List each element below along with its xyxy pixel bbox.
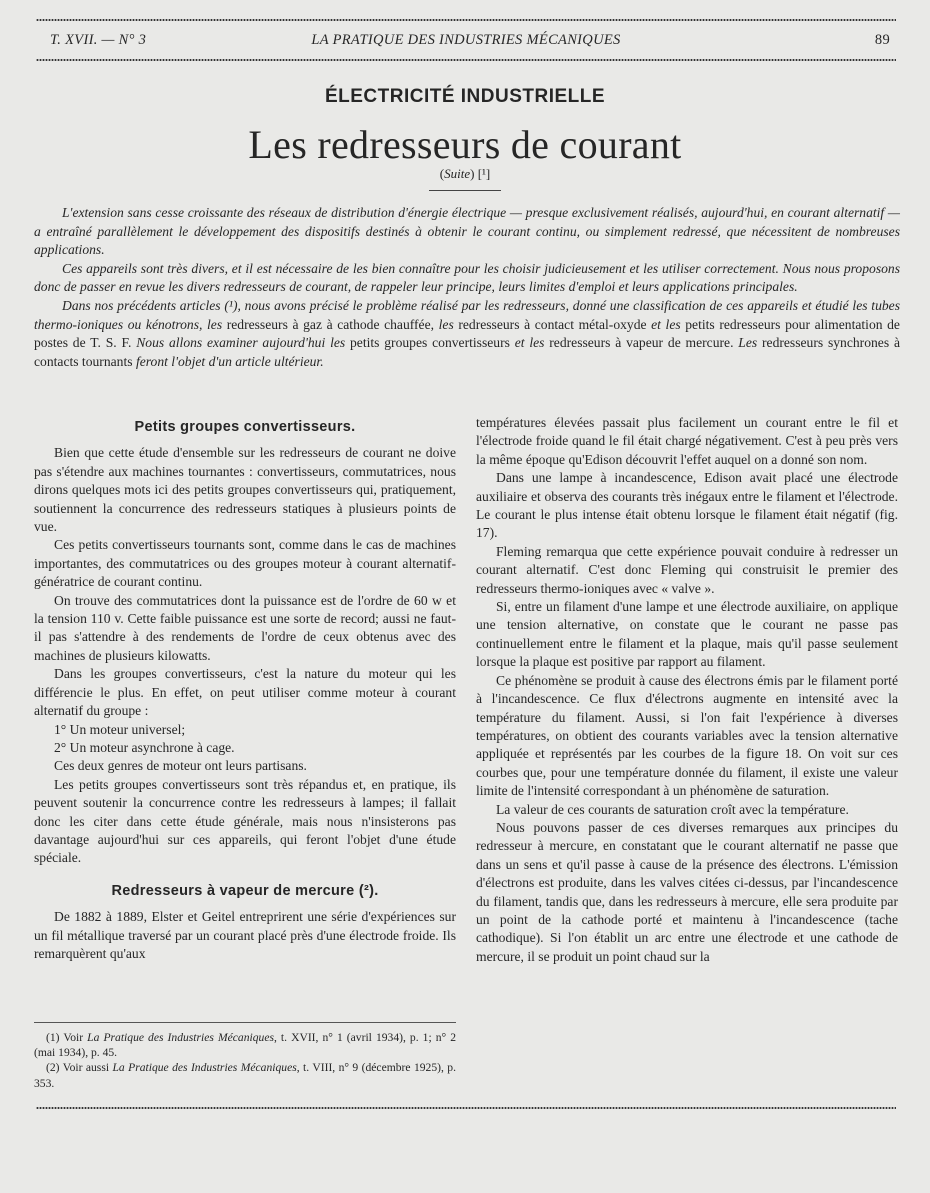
left-column: [34, 414, 456, 963]
bottom-dotted-rule: [36, 1106, 896, 1110]
right-column: [476, 414, 898, 966]
section-title: ÉLECTRICITÉ INDUSTRIELLE: [324, 86, 606, 107]
subheading-mercure: Redresseurs à vapeur de mercure (²).: [111, 882, 379, 899]
paragraph: La valeur de ces courants de saturation croît avec la température.: [496, 801, 849, 817]
paragraph: Dans les groupes convertisseurs, c'est la nature du moteur qui les différencie le plus. En effet, on peut utiliser comme moteur à courant alternatif du groupe :: [34, 666, 456, 719]
article-title: Les redresseurs de courant: [248, 122, 682, 167]
page-number: 89: [874, 32, 890, 48]
suite-label: Suite: [444, 166, 471, 181]
top-dotted-rule: [36, 18, 896, 22]
header-dotted-rule: [36, 58, 896, 62]
title-rule: [429, 190, 501, 191]
paragraph: De 1882 à 1889, Elster et Geitel entreprirent une série d'expériences sur un fil métallique traversé par un courant placé près d'une électrode froide. Ils remarquèrent qu'aux: [34, 909, 456, 961]
footnote: (1) Voir La Pratique des Industries Mécaniques, t. XVII, n° 1 (avril 1934), p. 1; n° 2 (mai 1934), p. 45.: [34, 1031, 456, 1060]
paragraph: Si, entre un filament d'une lampe et une électrode auxiliaire, on applique une tension alternative, on constate que le courant ne passe pas continuellement entre le filament et la plaque, mais qu'il passe seulement lorsque la plaque est positive par rapport au filament.: [476, 599, 898, 670]
paragraph: températures élevées passait plus facilement un courant entre le fil et l'électrode froide quand le fil était chargé négativement. C'est à peu près vers la même époque qu'Edison découvrit l'effet auquel on a donné son nom.: [476, 415, 898, 467]
intro-paragraph: Ces appareils sont très divers, et il est nécessaire de les bien connaître pour les choisir judicieusement et les utiliser correctement. Nous nous proposons donc de passer en revue les divers redresseurs de courant, de rappeler leur principe, leurs limites d'emploi et leurs applications principales.: [34, 260, 900, 295]
footnote: (2) Voir aussi La Pratique des Industries Mécaniques, t. VIII, n° 9 (décembre 1925), p. 353.: [34, 1061, 456, 1090]
footnote-rule: [34, 1022, 456, 1023]
paragraph: Ces deux genres de moteur ont leurs partisans.: [54, 758, 307, 774]
running-header: [36, 28, 896, 54]
paragraph: Nous pouvons passer de ces diverses remarques aux principes du redresseur à mercure, en constatant que le courant alternatif ne passe que dans un sens et qu'il passe à cause de la présence des électrons. L'émission d'électrons est produite, dans les valves citées ci-dessus, par l'incandescence du filament, tandis que, dans les redresseurs à mercure, elle sera produite par un point de la cathode porté et maintenu à l'incandescence (tache cathodique). Si l'on établit un arc entre une électrode et une cathode de mercure, il se produit un point chaud sur la: [476, 819, 898, 964]
suite-line: (Suite) [¹]: [439, 166, 491, 181]
intro: [34, 204, 900, 371]
paragraph: Bien que cette étude d'ensemble sur les redresseurs de courant ne doive pas s'étendre aux machines tournantes : convertisseurs, commutatrices, nous dirons quelques mots ici des petits groupes convertisseurs qui, pratiquement, soutiennent la concurrence des redresseurs statiques à plusieurs points de vue.: [34, 445, 456, 535]
list-item: 2° Un moteur asynchrone à cage.: [54, 739, 235, 755]
paragraph: Dans une lampe à incandescence, Edison avait placé une électrode auxiliaire et observa des courants très inégaux entre le filament et l'électrode. Le courant le plus intense était obtenu lorsque le filament était négatif (fig. 17).: [476, 470, 898, 541]
paragraph: Ce phénomène se produit à cause des électrons émis par le filament porté à l'incandescence. Ce flux d'électrons augmente en intensité avec la température du filament. Aussi, si l'on fait l'expérience à diverses températures, on obtient des courants variables avec la tension alternative appliquée et représentés par les courbes de la figure 18. On voit sur ces courbes que, pour une température donnée du filament, il existe une valeur limite de l'intensité correspondant à un phénomène de saturation.: [476, 672, 898, 799]
volume-issue: T. XVII. — N° 3: [50, 32, 147, 48]
journal-title: LA PRATIQUE DES INDUSTRIES MÉCANIQUES: [311, 32, 621, 48]
paragraph: Les petits groupes convertisseurs sont très répandus et, en pratique, ils peuvent soutenir la concurrence contre les redresseurs à lampes; il fallait donc les citer dans cette étude générale, mais nous n'insisterons pas davantage aujourd'hui sur ces appareils, qui feront l'objet d'une étude spéciale.: [34, 776, 456, 866]
paragraph: Ces petits convertisseurs tournants sont, comme dans le cas de machines importantes, des commutatrices ou des groupes moteur à courant alternatif-génératrice de courant continu.: [34, 537, 456, 590]
subheading-convertisseurs: Petits groupes convertisseurs.: [134, 419, 356, 435]
paragraph: Fleming remarqua que cette expérience pouvait conduire à redresser un courant alternatif. C'est donc Fleming qui construisit le premier des redresseurs thermo-ioniques avec « valve ».: [476, 543, 898, 596]
suite-note: [¹]: [477, 166, 491, 181]
intro-paragraph: Dans nos précédents articles (¹), nous avons précisé le problème réalisé par les redresseurs, donné une classification de ces appareils et étudié les tubes thermo-ioniques ou kénotrons, les redresseurs à gaz à cathode chauffée, les redresseurs à contact métal-oxyde et les petits redresseurs pour alimentation de postes de T. S. F. Nous allons examiner aujourd'hui les petits groupes convertisseurs et les redresseurs à vapeur de mercure. Les redresseurs synchrones à contacts tournants feront l'objet d'un article ultérieur.: [34, 297, 900, 369]
footnotes: [34, 1030, 456, 1091]
list-item: 1° Un moteur universel;: [54, 721, 186, 737]
paragraph: On trouve des commutatrices dont la puissance est de l'ordre de 60 w et la tension 110 v. Cette faible puissance est une sorte de record; aussi ne faut-il pas s'attendre à des rendements de l'ordre de ceux obtenus avec des machines de plusieurs kilowatts.: [34, 592, 456, 663]
intro-paragraph: L'extension sans cesse croissante des réseaux de distribution d'énergie électrique — presque exclusivement réalisés, aujourd'hui, en courant alternatif — a entraîné parallèlement le développement des dispositifs destinés à obtenir le courant continu, ou simplement redressé, que nécessitent de nombreuses applications.: [34, 205, 900, 258]
